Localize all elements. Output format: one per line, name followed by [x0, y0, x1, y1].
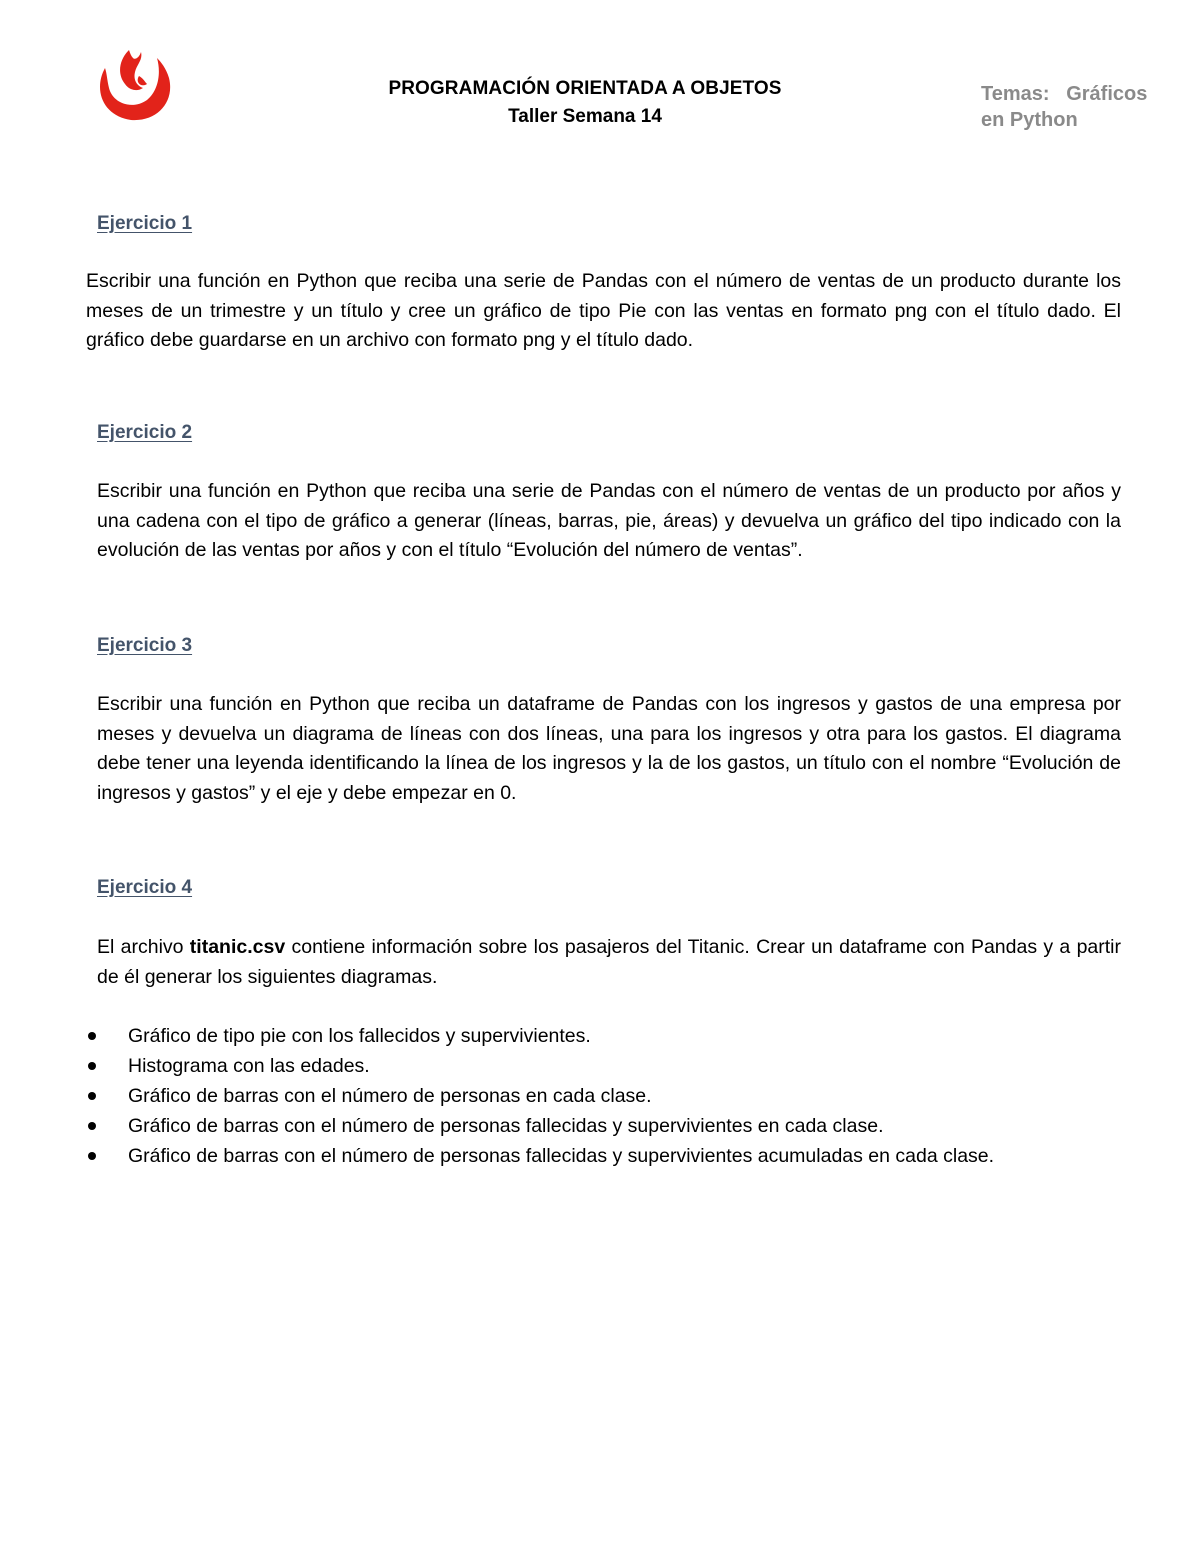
- exercise-1-text: Escribir una función en Python que reciba una serie de Pandas con el número de ventas de un producto durante los meses de un trimestre y un título y cree un gráfico de tipo Pie con las ventas en formato png con el título dado. El gráfico debe guardarse en un archivo con formato png y el título dado.: [86, 270, 1121, 351]
- list-item: [86, 1141, 1146, 1171]
- topics-block: [981, 81, 1161, 133]
- topics-label: Temas:: [981, 83, 1050, 105]
- bullet-text: Gráfico de barras con el número de personas fallecidas y supervivientes acumuladas en cada clase.: [128, 1145, 995, 1167]
- exercise-4-bullet-list: [86, 1021, 1146, 1171]
- exercise-4-text-after: contiene información sobre los pasajeros del Titanic. Crear un dataframe con Pandas y a partir de él generar los siguientes diagramas.: [97, 936, 1121, 988]
- titanic-filename: titanic.csv: [189, 936, 286, 958]
- topics-value: Gráficos en Python: [981, 83, 1148, 131]
- exercise-4-heading: Ejercicio 4: [97, 877, 193, 898]
- bullet-text: Histograma con las edades.: [128, 1055, 370, 1077]
- list-item: [86, 1111, 1146, 1141]
- bullet-icon: [88, 1032, 96, 1040]
- upc-flame-logo-icon: [95, 46, 173, 122]
- list-item: [86, 1051, 1146, 1081]
- exercise-2-text: Escribir una función en Python que reciba una serie de Pandas con el número de ventas de un producto por años y una cadena con el tipo de gráfico a generar (líneas, barras, pie, áreas) y devuelva un gráfico del tipo indicado con la evolución de las ventas por años y con el título “Evolución del número de ventas”.: [97, 480, 1121, 561]
- bullet-text: Gráfico de tipo pie con los fallecidos y supervivientes.: [128, 1025, 591, 1047]
- list-item: [86, 1081, 1146, 1111]
- document-header: [300, 76, 870, 132]
- exercise-3-text: Escribir una función en Python que reciba un dataframe de Pandas con los ingresos y gastos de una empresa por meses y devuelva un diagrama de líneas con dos líneas, una para los ingresos y otra para los gastos. El diagrama debe tener una leyenda identificando la línea de los ingresos y la de los gastos, un título con el nombre “Evolución de ingresos y gastos” y el eje y debe empezar en 0.: [97, 693, 1121, 804]
- bullet-icon: [88, 1062, 96, 1070]
- document-title: PROGRAMACIÓN ORIENTADA A OBJETOS: [388, 78, 782, 99]
- bullet-text: Gráfico de barras con el número de personas fallecidas y supervivientes en cada clase.: [128, 1115, 884, 1137]
- exercise-3-heading: Ejercicio 3: [97, 635, 193, 656]
- bullet-icon: [88, 1122, 96, 1130]
- bullet-icon: [88, 1092, 96, 1100]
- bullet-icon: [88, 1152, 96, 1160]
- exercise-1-heading: Ejercicio 1: [97, 213, 193, 234]
- exercise-4-text: [97, 933, 1121, 992]
- exercise-4-text-before: El archivo: [97, 936, 190, 958]
- bullet-text: Gráfico de barras con el número de personas en cada clase.: [128, 1085, 652, 1107]
- list-item: [86, 1021, 1146, 1051]
- document-subtitle: Taller Semana 14: [508, 106, 662, 127]
- exercise-2-heading: Ejercicio 2: [97, 422, 193, 443]
